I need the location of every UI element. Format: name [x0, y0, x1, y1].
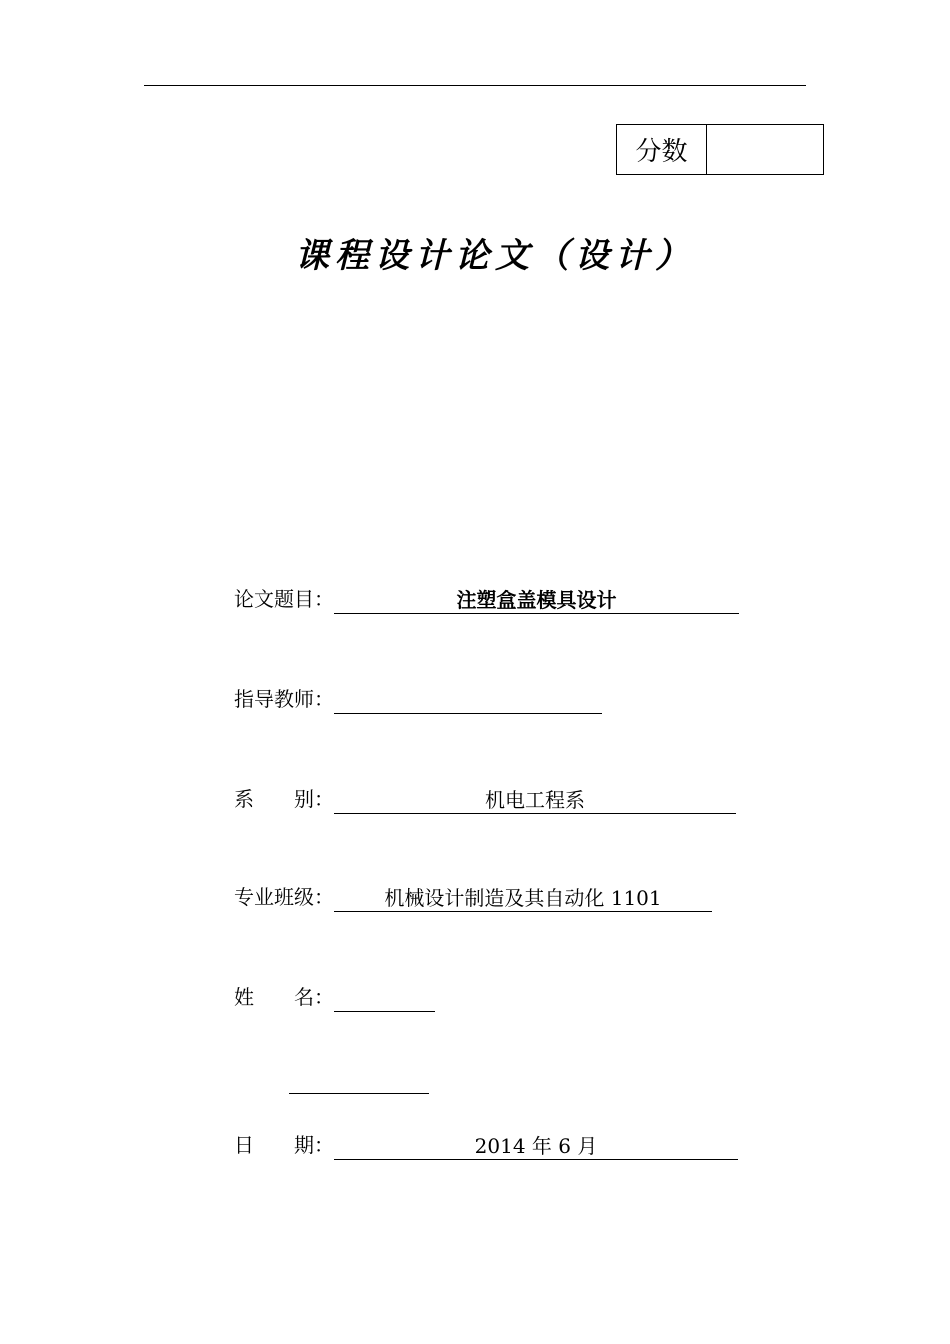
- score-table: [616, 124, 824, 175]
- field-department-line: [334, 787, 736, 814]
- field-name: [234, 982, 435, 1012]
- field-major-class-label: 专业班级：: [234, 885, 334, 909]
- field-date-label: 日 期：: [234, 1133, 334, 1157]
- score-label: 分数: [617, 125, 707, 174]
- document-title: 课程设计论文（设计）: [295, 236, 695, 276]
- field-major-class: [234, 882, 712, 912]
- field-name-line: [334, 985, 435, 1012]
- field-major-class-line: [334, 885, 712, 912]
- field-department: [234, 784, 736, 814]
- field-advisor: [234, 684, 602, 714]
- field-topic-line: [334, 587, 739, 614]
- field-major-class-value: 机械设计制造及其自动化 1101: [384, 886, 662, 910]
- field-topic-value: 注塑盒盖模具设计: [456, 588, 617, 612]
- name-continuation-line: [289, 1093, 429, 1094]
- field-topic: [234, 584, 739, 614]
- field-date-value: 2014 年 6 月: [474, 1134, 598, 1158]
- field-department-label: 系 别：: [234, 787, 334, 811]
- field-advisor-label: 指导教师：: [234, 687, 334, 711]
- field-name-label: 姓 名：: [234, 985, 334, 1009]
- field-department-value: 机电工程系: [485, 788, 585, 812]
- header-rule: [144, 85, 806, 86]
- score-value-cell: [707, 125, 823, 174]
- field-topic-label: 论文题目：: [234, 587, 334, 611]
- field-date: [234, 1130, 738, 1160]
- field-advisor-line: [334, 687, 602, 714]
- field-date-line: [334, 1133, 738, 1160]
